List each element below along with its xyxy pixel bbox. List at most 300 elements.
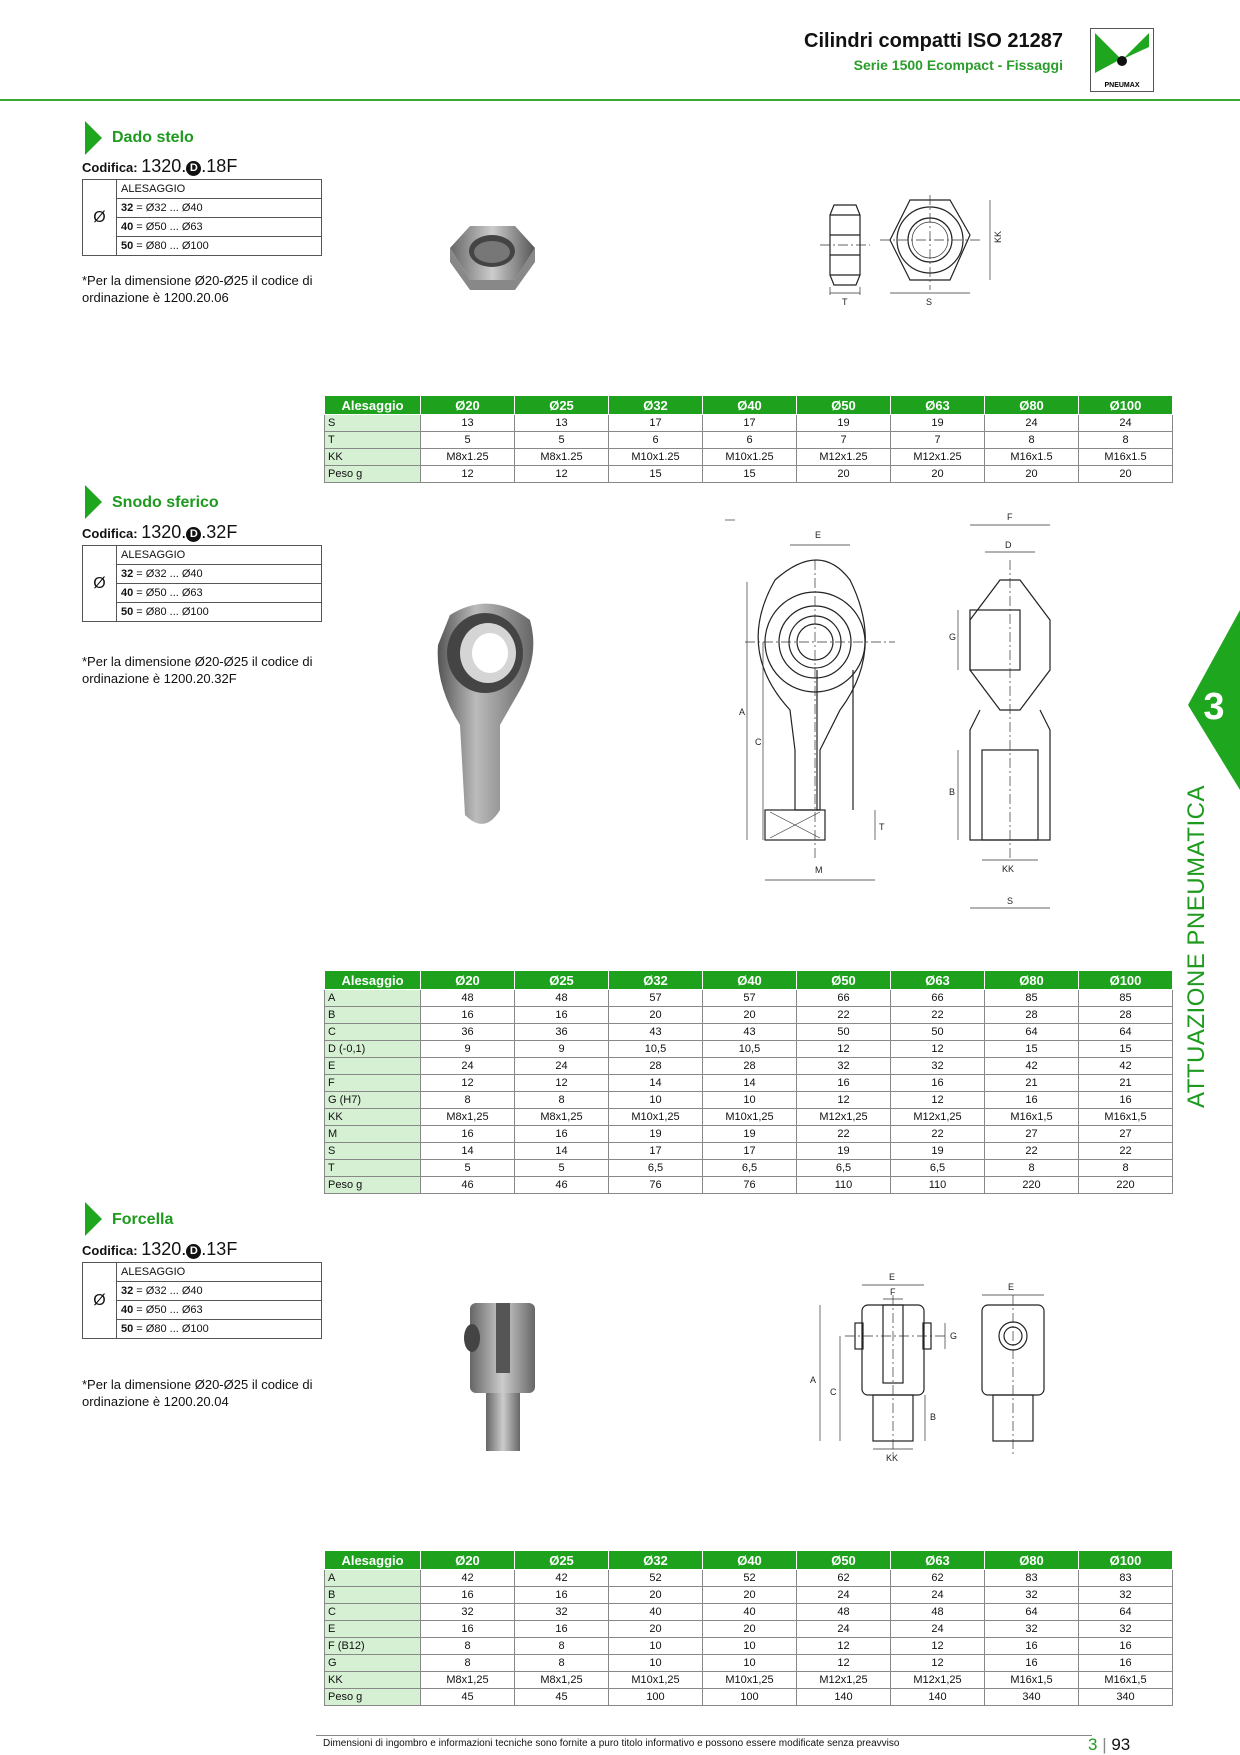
alesaggio-option: 50 = Ø80 ... Ø100 (117, 237, 322, 256)
code-prefix: 1320. (141, 522, 187, 542)
table-cell: 62 (797, 1570, 891, 1587)
table-cell: E (325, 1621, 421, 1638)
table-row (325, 1024, 1173, 1041)
table-cell: 10 (703, 1092, 797, 1109)
table-cell: 42 (421, 1570, 515, 1587)
table-row (325, 1058, 1173, 1075)
table-cell: M16x1.5 (1079, 449, 1173, 466)
footer-disclaimer: Dimensioni di ingombro e informazioni tecniche sono fornite a puro titolo informativo e possono essere modificate senza preavviso (323, 1738, 900, 1749)
table-cell: F (325, 1075, 421, 1092)
phi-symbol: Ø (83, 1263, 117, 1339)
column-header: Ø40 (703, 396, 797, 415)
table-cell: 52 (609, 1570, 703, 1587)
table-cell: 340 (985, 1689, 1079, 1706)
table-cell: 10,5 (609, 1041, 703, 1058)
column-header: Ø25 (515, 1551, 609, 1570)
alesaggio-option: 40 = Ø50 ... Ø63 (117, 218, 322, 237)
table-cell: 16 (515, 1126, 609, 1143)
table-header-row (325, 1551, 1173, 1570)
table-cell: 43 (609, 1024, 703, 1041)
table-cell: 22 (891, 1007, 985, 1024)
table-cell: 17 (609, 415, 703, 432)
table-cell: 20 (609, 1007, 703, 1024)
table-cell: M12x1,25 (797, 1672, 891, 1689)
column-header: Ø100 (1079, 396, 1173, 415)
table-cell: 28 (985, 1007, 1079, 1024)
table-cell: 8 (985, 1160, 1079, 1177)
table-cell: 28 (1079, 1007, 1173, 1024)
table-cell: 6,5 (703, 1160, 797, 1177)
table-cell: M10x1,25 (609, 1672, 703, 1689)
table-cell: 32 (891, 1058, 985, 1075)
column-header: Ø20 (421, 1551, 515, 1570)
alesaggio-header: ALESAGGIO (117, 180, 322, 199)
dim-label: C (755, 737, 762, 747)
table-cell: 76 (609, 1177, 703, 1194)
column-header: Ø20 (421, 971, 515, 990)
table-cell: 27 (985, 1126, 1079, 1143)
table-cell: 20 (1079, 466, 1173, 483)
table-cell: 15 (1079, 1041, 1173, 1058)
table-row (325, 1126, 1173, 1143)
table-cell: M16x1,5 (1079, 1672, 1173, 1689)
table-cell: 19 (797, 1143, 891, 1160)
header-divider (0, 99, 1240, 101)
column-header: Alesaggio (325, 1551, 421, 1570)
table-cell: M (325, 1126, 421, 1143)
table-row (325, 1143, 1173, 1160)
page-subtitle: Serie 1500 Ecompact - Fissaggi (853, 57, 1063, 73)
column-header: Ø63 (891, 1551, 985, 1570)
table-cell: M10x1.25 (703, 449, 797, 466)
table-cell: 12 (515, 466, 609, 483)
table-cell: S (325, 415, 421, 432)
table-cell: 20 (703, 1587, 797, 1604)
table-cell: 140 (797, 1689, 891, 1706)
table-cell: 27 (1079, 1126, 1173, 1143)
code-dot: D (186, 527, 201, 542)
table-cell: 24 (797, 1587, 891, 1604)
table-row (325, 1604, 1173, 1621)
table-cell: KK (325, 1672, 421, 1689)
table-cell: 24 (891, 1587, 985, 1604)
table-row (325, 1160, 1173, 1177)
alesaggio-option: 40 = Ø50 ... Ø63 (117, 1301, 322, 1320)
table-cell: M10x1.25 (609, 449, 703, 466)
table-cell: 22 (797, 1126, 891, 1143)
table-cell: 8 (985, 432, 1079, 449)
table-cell: 19 (797, 415, 891, 432)
codifica (82, 522, 237, 543)
table-cell: M16x1,5 (985, 1672, 1079, 1689)
table-cell: M8x1,25 (515, 1672, 609, 1689)
table-cell: 340 (1079, 1689, 1173, 1706)
table-cell: 21 (1079, 1075, 1173, 1092)
dim-label: F (1007, 512, 1013, 522)
table-row (325, 1672, 1173, 1689)
dim-label: S (1007, 896, 1014, 906)
table-cell: 83 (1079, 1570, 1173, 1587)
table-cell: M12x1.25 (797, 449, 891, 466)
table-cell: 64 (1079, 1024, 1173, 1041)
table-row (325, 1041, 1173, 1058)
table-cell: M8x1,25 (421, 1109, 515, 1126)
codifica (82, 1239, 237, 1260)
table-cell: 42 (1079, 1058, 1173, 1075)
table-cell: 140 (891, 1689, 985, 1706)
table-cell: M16x1.5 (985, 449, 1079, 466)
table-cell: 22 (985, 1143, 1079, 1160)
table-cell: 8 (1079, 1160, 1173, 1177)
table-row (325, 1092, 1173, 1109)
table-cell: 45 (421, 1689, 515, 1706)
table-cell: 20 (985, 466, 1079, 483)
table-cell: 12 (891, 1638, 985, 1655)
table-cell: 48 (515, 990, 609, 1007)
nut-drawing (820, 195, 1020, 330)
table-cell: 36 (421, 1024, 515, 1041)
table-cell: 16 (1079, 1638, 1173, 1655)
alesaggio-option: 32 = Ø32 ... Ø40 (117, 1282, 322, 1301)
table-cell: 46 (421, 1177, 515, 1194)
table-cell: 12 (891, 1655, 985, 1672)
table-cell: 24 (891, 1621, 985, 1638)
column-header: Ø50 (797, 1551, 891, 1570)
table-cell: 16 (1079, 1092, 1173, 1109)
dim-label: G (949, 632, 957, 642)
table-cell: 52 (703, 1570, 797, 1587)
table-cell: 5 (515, 1160, 609, 1177)
column-header: Ø20 (421, 396, 515, 415)
table-cell: 62 (891, 1570, 985, 1587)
table-cell: 220 (1079, 1177, 1173, 1194)
page-num: 93 (1111, 1735, 1131, 1754)
table-cell: 85 (1079, 990, 1173, 1007)
table-cell: M12x1,25 (891, 1672, 985, 1689)
table-cell: 14 (703, 1075, 797, 1092)
table-cell: 10,5 (703, 1041, 797, 1058)
table-cell: 32 (515, 1604, 609, 1621)
code-suffix: .32F (201, 522, 238, 542)
code-prefix: 1320. (141, 156, 187, 176)
column-header: Ø32 (609, 1551, 703, 1570)
dim-label: B (949, 787, 956, 797)
table-cell: 40 (609, 1604, 703, 1621)
code-prefix: 1320. (141, 1239, 187, 1259)
table-row (325, 1007, 1173, 1024)
code-dot: D (186, 1244, 201, 1259)
table-cell: 5 (515, 432, 609, 449)
table-cell: C (325, 1604, 421, 1621)
table-cell: M12x1,25 (891, 1109, 985, 1126)
alesaggio-table (82, 545, 322, 622)
table-cell: 32 (985, 1587, 1079, 1604)
table-cell: 20 (703, 1621, 797, 1638)
table-cell: 19 (609, 1126, 703, 1143)
table-cell: 110 (797, 1177, 891, 1194)
table-cell: 76 (703, 1177, 797, 1194)
table-cell: KK (325, 449, 421, 466)
clevis-drawing (800, 1265, 1060, 1470)
dim-label: KK (886, 1453, 899, 1463)
table-cell: M16x1,5 (1079, 1109, 1173, 1126)
section-arrow-icon (85, 121, 102, 155)
table-cell: 28 (609, 1058, 703, 1075)
table-cell: E (325, 1058, 421, 1075)
column-header: Alesaggio (325, 396, 421, 415)
alesaggio-option: 32 = Ø32 ... Ø40 (117, 565, 322, 584)
table-cell: 32 (797, 1058, 891, 1075)
table-cell: 110 (891, 1177, 985, 1194)
dim-label: B (930, 1412, 937, 1422)
table-cell: 19 (703, 1126, 797, 1143)
table-cell: 8 (421, 1655, 515, 1672)
dim-label: F (890, 1287, 896, 1297)
table-cell: 6,5 (609, 1160, 703, 1177)
table-cell: M10x1,25 (703, 1672, 797, 1689)
table-cell: 10 (703, 1655, 797, 1672)
table-cell: 15 (609, 466, 703, 483)
table-cell: 19 (891, 1143, 985, 1160)
dim-label: C (830, 1387, 837, 1397)
column-header: Ø25 (515, 971, 609, 990)
column-header: Ø25 (515, 396, 609, 415)
dim-label: A (810, 1375, 817, 1385)
table-cell: 66 (891, 990, 985, 1007)
table-cell: 16 (985, 1638, 1079, 1655)
table-cell: 6,5 (797, 1160, 891, 1177)
dim-label: E (815, 530, 822, 540)
table-cell: 28 (703, 1058, 797, 1075)
column-header: Ø80 (985, 971, 1079, 990)
dim-label: A (739, 707, 746, 717)
table-cell: 17 (703, 1143, 797, 1160)
table-cell: 16 (515, 1621, 609, 1638)
table-row (325, 1570, 1173, 1587)
table-cell: 57 (703, 990, 797, 1007)
page-chapter: 3 (1088, 1735, 1098, 1754)
table-row (325, 1689, 1173, 1706)
table-cell: 7 (891, 432, 985, 449)
table-cell: 16 (985, 1655, 1079, 1672)
order-note: *Per la dimensione Ø20-Ø25 il codice di ordinazione è 1200.20.04 (82, 1377, 313, 1409)
table-header-row (325, 396, 1173, 415)
table-cell: 9 (421, 1041, 515, 1058)
column-header: Ø32 (609, 971, 703, 990)
table-cell: 12 (797, 1638, 891, 1655)
dim-label: G (950, 1331, 958, 1341)
table-cell: 12 (797, 1092, 891, 1109)
table-cell: 85 (985, 990, 1079, 1007)
table-cell: 12 (891, 1041, 985, 1058)
table-cell: 32 (1079, 1621, 1173, 1638)
table-cell: 6,5 (891, 1160, 985, 1177)
table-cell: 20 (891, 466, 985, 483)
table-cell: 19 (891, 415, 985, 432)
section-title: Forcella (112, 1211, 174, 1228)
table-cell: 24 (1079, 415, 1173, 432)
alesaggio-option: 50 = Ø80 ... Ø100 (117, 603, 322, 622)
table-cell: 57 (609, 990, 703, 1007)
table-cell: Peso g (325, 1177, 421, 1194)
table-cell: 20 (609, 1621, 703, 1638)
alesaggio-option: 32 = Ø32 ... Ø40 (117, 199, 322, 218)
rod-end-photo (430, 595, 550, 840)
section-title: Snodo sferico (112, 494, 219, 511)
table-cell: 16 (891, 1075, 985, 1092)
table-cell: 12 (891, 1092, 985, 1109)
table-cell: 6 (609, 432, 703, 449)
table-cell: M8x1,25 (421, 1672, 515, 1689)
column-header: Ø100 (1079, 971, 1173, 990)
table-cell: 21 (985, 1075, 1079, 1092)
table-cell: Peso g (325, 466, 421, 483)
table-row (325, 1587, 1173, 1604)
table-cell: 43 (703, 1024, 797, 1041)
table-cell: 16 (797, 1075, 891, 1092)
table-cell: 42 (515, 1570, 609, 1587)
section-title: Dado stelo (112, 129, 194, 146)
table-cell: 10 (609, 1638, 703, 1655)
alesaggio-option: 40 = Ø50 ... Ø63 (117, 584, 322, 603)
section-arrow-icon (85, 485, 102, 519)
table-cell: 16 (421, 1007, 515, 1024)
dims-table (324, 1550, 1173, 1706)
table-cell: 17 (609, 1143, 703, 1160)
code-dot: D (186, 161, 201, 176)
table-cell: 12 (797, 1655, 891, 1672)
column-header: Ø63 (891, 971, 985, 990)
table-cell: 48 (421, 990, 515, 1007)
table-cell: 16 (421, 1587, 515, 1604)
table-header-row (325, 971, 1173, 990)
page-number: 3 | 93 (1088, 1735, 1131, 1754)
table-cell: 8 (421, 1638, 515, 1655)
table-cell: M10x1,25 (703, 1109, 797, 1126)
alesaggio-header: ALESAGGIO (117, 546, 322, 565)
chapter-label: ATTUAZIONE PNEUMATICA (1183, 785, 1210, 1108)
dim-label: T (842, 297, 848, 307)
table-cell: F (B12) (325, 1638, 421, 1655)
column-header: Ø50 (797, 971, 891, 990)
logo-text: PNEUMAX (1104, 82, 1140, 89)
table-row (325, 990, 1173, 1007)
dim-label: D (1005, 540, 1012, 550)
dim-label: T (879, 822, 885, 832)
dim-label: KK (1002, 864, 1015, 874)
table-cell: 42 (985, 1058, 1079, 1075)
table-cell: 12 (421, 466, 515, 483)
table-row (325, 1177, 1173, 1194)
table-cell: M12x1.25 (891, 449, 985, 466)
table-cell: G (325, 1655, 421, 1672)
table-cell: M16x1,5 (985, 1109, 1079, 1126)
table-cell: 24 (985, 415, 1079, 432)
table-cell: 8 (1079, 432, 1173, 449)
table-cell: 20 (703, 1007, 797, 1024)
dim-label: E (889, 1272, 896, 1282)
table-cell: G (H7) (325, 1092, 421, 1109)
table-cell: B (325, 1007, 421, 1024)
code-suffix: .18F (201, 156, 238, 176)
table-cell: Peso g (325, 1689, 421, 1706)
column-header: Alesaggio (325, 971, 421, 990)
table-cell: 14 (421, 1143, 515, 1160)
table-cell: 14 (609, 1075, 703, 1092)
table-cell: T (325, 432, 421, 449)
table-cell: 5 (421, 1160, 515, 1177)
table-cell: 8 (515, 1092, 609, 1109)
alesaggio-table (82, 179, 322, 256)
table-cell: 64 (985, 1024, 1079, 1041)
dims-table (324, 395, 1173, 483)
page-title: Cilindri compatti ISO 21287 (804, 30, 1063, 52)
column-header: Ø63 (891, 396, 985, 415)
table-cell: 64 (1079, 1604, 1173, 1621)
dim-label: M (815, 865, 823, 875)
clevis-photo (458, 1298, 548, 1463)
column-header: Ø80 (985, 1551, 1079, 1570)
section-arrow-icon (85, 1202, 102, 1236)
table-cell: 6 (703, 432, 797, 449)
order-note: *Per la dimensione Ø20-Ø25 il codice di ordinazione è 1200.20.06 (82, 273, 313, 305)
table-cell: C (325, 1024, 421, 1041)
table-cell: 7 (797, 432, 891, 449)
table-cell: 13 (421, 415, 515, 432)
table-cell: 32 (421, 1604, 515, 1621)
table-cell: 36 (515, 1024, 609, 1041)
phi-symbol: Ø (83, 180, 117, 256)
table-cell: M8x1.25 (515, 449, 609, 466)
table-cell: 5 (421, 432, 515, 449)
table-row (325, 432, 1173, 449)
column-header: Ø100 (1079, 1551, 1173, 1570)
table-cell: 16 (985, 1092, 1079, 1109)
table-cell: 220 (985, 1177, 1079, 1194)
table-cell: 13 (515, 415, 609, 432)
phi-symbol: Ø (83, 546, 117, 622)
table-cell: M12x1,25 (797, 1109, 891, 1126)
table-cell: M8x1,25 (515, 1109, 609, 1126)
table-cell: 16 (515, 1587, 609, 1604)
table-cell: B (325, 1587, 421, 1604)
table-cell: 48 (891, 1604, 985, 1621)
table-cell: S (325, 1143, 421, 1160)
table-row (325, 466, 1173, 483)
table-cell: M8x1.25 (421, 449, 515, 466)
chapter-number: 3 (1203, 686, 1225, 728)
dim-label: KK (993, 230, 1003, 243)
footer-divider (316, 1735, 1092, 1736)
table-cell: A (325, 1570, 421, 1587)
table-cell: 48 (797, 1604, 891, 1621)
table-cell: 17 (703, 415, 797, 432)
alesaggio-option: 50 = Ø80 ... Ø100 (117, 1320, 322, 1339)
table-cell: 16 (1079, 1655, 1173, 1672)
table-cell: 22 (891, 1126, 985, 1143)
column-header: Ø32 (609, 396, 703, 415)
table-cell: 100 (609, 1689, 703, 1706)
table-cell: 10 (609, 1655, 703, 1672)
table-cell: 8 (515, 1638, 609, 1655)
table-cell: 8 (421, 1092, 515, 1109)
dims-table (324, 970, 1173, 1194)
rod-end-drawing (735, 512, 1115, 925)
table-cell: 22 (1079, 1143, 1173, 1160)
table-cell: D (-0,1) (325, 1041, 421, 1058)
table-cell: 50 (891, 1024, 985, 1041)
table-cell: 16 (421, 1621, 515, 1638)
